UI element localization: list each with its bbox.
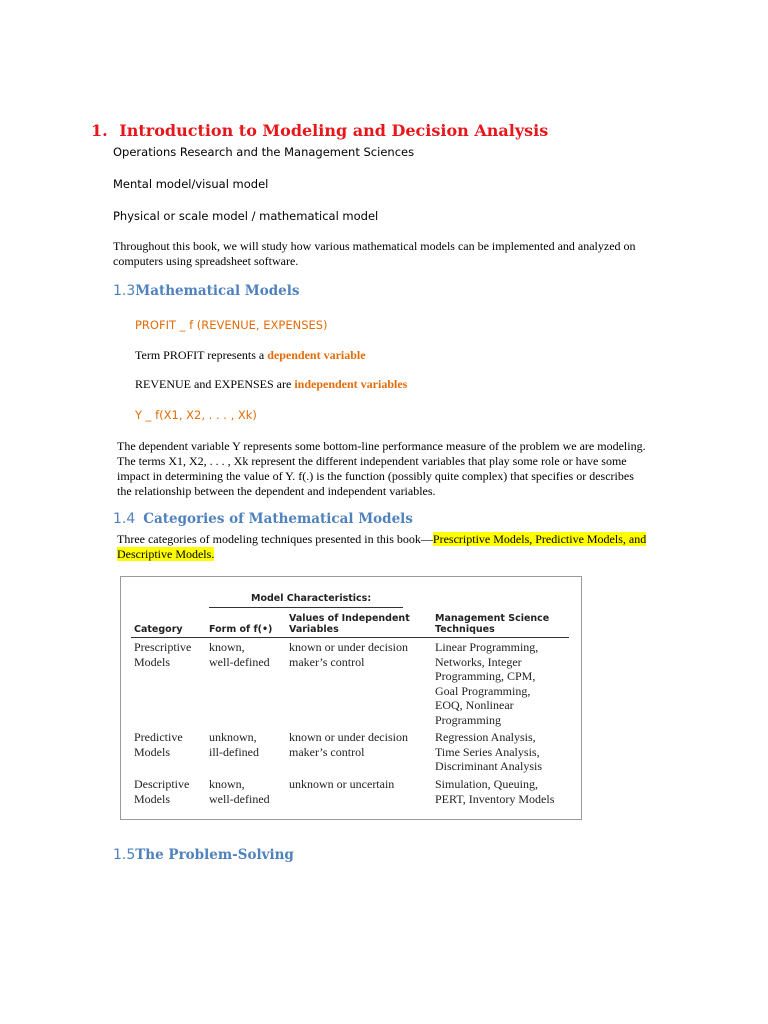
header-values-line: Values of Independent bbox=[289, 613, 410, 624]
section-title: Mathematical Models bbox=[135, 283, 300, 299]
cell-line: known, bbox=[209, 777, 245, 791]
intro-line: computers using spreadsheet software. bbox=[113, 254, 299, 268]
subheading-mental-model: Mental model/visual model bbox=[113, 177, 269, 191]
section-number: 1.3 bbox=[113, 283, 136, 299]
section-1-5-heading bbox=[113, 846, 294, 864]
independent-variables-term: independent variables bbox=[294, 377, 408, 391]
cell-line: Goal Programming, bbox=[435, 683, 531, 698]
table-row-predictive-category bbox=[134, 730, 183, 759]
table-row-descriptive-values bbox=[289, 777, 394, 792]
subheading-operations-research: Operations Research and the Management Sciences bbox=[113, 145, 415, 159]
header-form: Form of f(•) bbox=[209, 624, 273, 635]
section-1-3-heading bbox=[113, 282, 300, 300]
header-techniques bbox=[435, 613, 549, 635]
dependent-variable-line bbox=[135, 348, 366, 363]
cell-line: Predictive bbox=[134, 730, 183, 744]
section-1-4-heading bbox=[113, 510, 413, 528]
paragraph-line: impact in determining the value of Y. f(.) is the function (possibly quite complex) that specifies or describes bbox=[117, 469, 634, 483]
table-row-descriptive-category bbox=[134, 777, 189, 806]
cell-line: ill-defined bbox=[209, 744, 259, 759]
dependent-variable-term: dependent variable bbox=[267, 348, 366, 362]
cell-line: Descriptive bbox=[134, 777, 190, 791]
header-techniques-line: Techniques bbox=[435, 624, 495, 635]
profit-formula: PROFIT _ f (REVENUE, EXPENSES) bbox=[135, 318, 328, 332]
independent-variables-line bbox=[135, 377, 407, 392]
header-category: Category bbox=[134, 624, 183, 635]
term-text: Term PROFIT represents a bbox=[135, 348, 268, 362]
cell-line: Time Series Analysis, bbox=[435, 744, 540, 759]
section-title: Categories of Mathematical Models bbox=[143, 511, 413, 527]
section-number: 1.4 bbox=[113, 511, 136, 527]
header-techniques-line: Management Science bbox=[435, 613, 550, 624]
cell-line: unknown or uncertain bbox=[289, 777, 395, 791]
table-row-predictive-form bbox=[209, 730, 259, 759]
cell-line: Simulation, Queuing, bbox=[435, 777, 538, 791]
cell-line: Regression Analysis, bbox=[435, 730, 536, 744]
header-values bbox=[289, 613, 410, 635]
table-row-prescriptive-values bbox=[289, 640, 408, 669]
heading-number: 1. bbox=[91, 121, 108, 140]
cell-line: Networks, Integer bbox=[435, 654, 522, 669]
table-row-prescriptive-techniques bbox=[435, 640, 538, 727]
paragraph-line: The dependent variable Y represents some bottom-line performance measure of the problem we are modeling. bbox=[117, 439, 646, 453]
header-rule bbox=[131, 637, 569, 638]
cell-line: unknown, bbox=[209, 730, 257, 744]
categories-intro-text: Three categories of modeling techniques presented in this book— bbox=[117, 532, 433, 546]
cell-line: PERT, Inventory Models bbox=[435, 791, 555, 806]
subheading-physical-model: Physical or scale model / mathematical model bbox=[113, 209, 379, 223]
section-title: The Problem-Solving bbox=[135, 847, 294, 863]
table-row-descriptive-form bbox=[209, 777, 270, 806]
cell-line: Models bbox=[134, 791, 170, 806]
paragraph-line: the relationship between the dependent and independent variables. bbox=[117, 484, 436, 498]
intro-paragraph bbox=[113, 239, 636, 269]
table-row-descriptive-techniques bbox=[435, 777, 554, 806]
y-formula: Y _ f(X1, X2, . . . , Xk) bbox=[135, 408, 257, 422]
cell-line: Discriminant Analysis bbox=[435, 759, 542, 773]
cell-line: Models bbox=[134, 744, 170, 759]
categories-intro bbox=[117, 532, 646, 562]
header-values-line: Variables bbox=[289, 624, 339, 635]
cell-line: known, bbox=[209, 640, 245, 654]
dependent-variable-paragraph bbox=[117, 439, 646, 499]
cell-line: Prescriptive bbox=[134, 640, 192, 654]
intro-line: Throughout this book, we will study how various mathematical models can be implemented and analyzed on bbox=[113, 239, 636, 253]
cell-line: well-defined bbox=[209, 791, 270, 806]
table-row-predictive-techniques bbox=[435, 730, 542, 774]
group-header: Model Characteristics: bbox=[251, 593, 372, 604]
categories-highlight: Descriptive Models. bbox=[117, 547, 215, 561]
cell-line: maker’s control bbox=[289, 744, 365, 759]
cell-line: well-defined bbox=[209, 654, 270, 669]
cell-line: known or under decision bbox=[289, 640, 408, 654]
categories-highlight: Prescriptive Models, Predictive Models, and bbox=[432, 532, 647, 546]
cell-line: Linear Programming, bbox=[435, 640, 539, 654]
cell-line: EOQ, Nonlinear bbox=[435, 698, 514, 712]
cell-line: known or under decision bbox=[289, 730, 408, 744]
cell-line: Programming bbox=[435, 712, 501, 727]
term-text: REVENUE and EXPENSES are bbox=[135, 377, 295, 391]
main-heading bbox=[91, 121, 548, 140]
heading-title: Introduction to Modeling and Decision Analysis bbox=[119, 121, 549, 140]
group-header-rule bbox=[209, 607, 403, 608]
table-row-predictive-values bbox=[289, 730, 408, 759]
paragraph-line: The terms X1, X2, . . . , Xk represent the different independent variables that play some role or have some bbox=[117, 454, 627, 468]
cell-line: Models bbox=[134, 654, 170, 669]
table-row-prescriptive-form bbox=[209, 640, 270, 669]
model-characteristics-table bbox=[120, 576, 582, 820]
table-row-prescriptive-category bbox=[134, 640, 191, 669]
cell-line: Programming, CPM, bbox=[435, 669, 536, 683]
cell-line: maker’s control bbox=[289, 654, 365, 669]
section-number: 1.5 bbox=[113, 847, 136, 863]
